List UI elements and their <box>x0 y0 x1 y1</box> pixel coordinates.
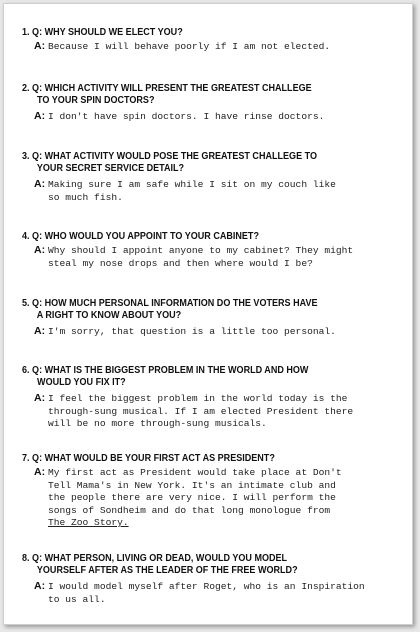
question-5: 5. Q: HOW MUCH PERSONAL INFORMATION DO THE VOTERS HAVE A RIGHT TO KNOW ABOUT YOU? <box>22 297 318 321</box>
play-title: The Zoo Story. <box>48 517 129 528</box>
answer-label-8: A: <box>34 580 46 592</box>
answer-label-7: A: <box>34 466 46 478</box>
answer-4: Why should I appoint anyone to my cabinet? They might steal my nose drops and then where would I be? <box>48 245 354 269</box>
question-4: 4. Q: WHO WOULD YOU APPOINT TO YOUR CABINET? <box>22 230 259 242</box>
document-page <box>3 3 413 625</box>
answer-label-2: A: <box>34 110 46 122</box>
answer-label-4: A: <box>34 244 46 256</box>
question-3: 3. Q: WHAT ACTIVITY WOULD POSE THE GREATEST CHALLEGE TO YOUR SECRET SERVICE DETAIL? <box>22 150 317 174</box>
answer-label-6: A: <box>34 392 46 404</box>
answer-label-3: A: <box>34 178 46 190</box>
answer-3: Making sure I am safe while I sit on my couch like so much fish. <box>48 179 336 203</box>
answer-8: I would model myself after Roget, who is an Inspiration to us all. <box>48 581 365 605</box>
question-8: 8. Q: WHAT PERSON, LIVING OR DEAD, WOULD YOU MODEL YOURSELF AFTER AS THE LEADER OF THE FREE WORLD? <box>22 552 298 576</box>
answer-label-1: A: <box>34 40 46 52</box>
answer-6: I feel the biggest problem in the world today is the through-sung musical. If I am elected President there will be no more through-sung musicals. <box>48 393 354 429</box>
answer-5: I'm sorry, that question is a little too personal. <box>48 326 336 337</box>
answer-label-5: A: <box>34 325 46 337</box>
answer-1: Because I will behave poorly if I am not elected. <box>48 41 331 52</box>
question-1: 1. Q: WHY SHOULD WE ELECT YOU? <box>22 26 183 38</box>
question-2: 2. Q: WHICH ACTIVITY WILL PRESENT THE GREATEST CHALLEGE TO YOUR SPIN DOCTORS? <box>22 82 312 106</box>
answer-7: My first act as President would take place at Don't Tell Mama's in New York. It's an intimate club and the people there are very nice. I will perform the songs of Sondheim and do that long monologue from The Zoo Story. <box>48 467 342 528</box>
answer-2: I don't have spin doctors. I have rinse doctors. <box>48 111 325 122</box>
question-7: 7. Q: WHAT WOULD BE YOUR FIRST ACT AS PRESIDENT? <box>22 452 275 464</box>
question-6: 6. Q: WHAT IS THE BIGGEST PROBLEM IN THE WORLD AND HOW WOULD YOU FIX IT? <box>22 364 309 388</box>
